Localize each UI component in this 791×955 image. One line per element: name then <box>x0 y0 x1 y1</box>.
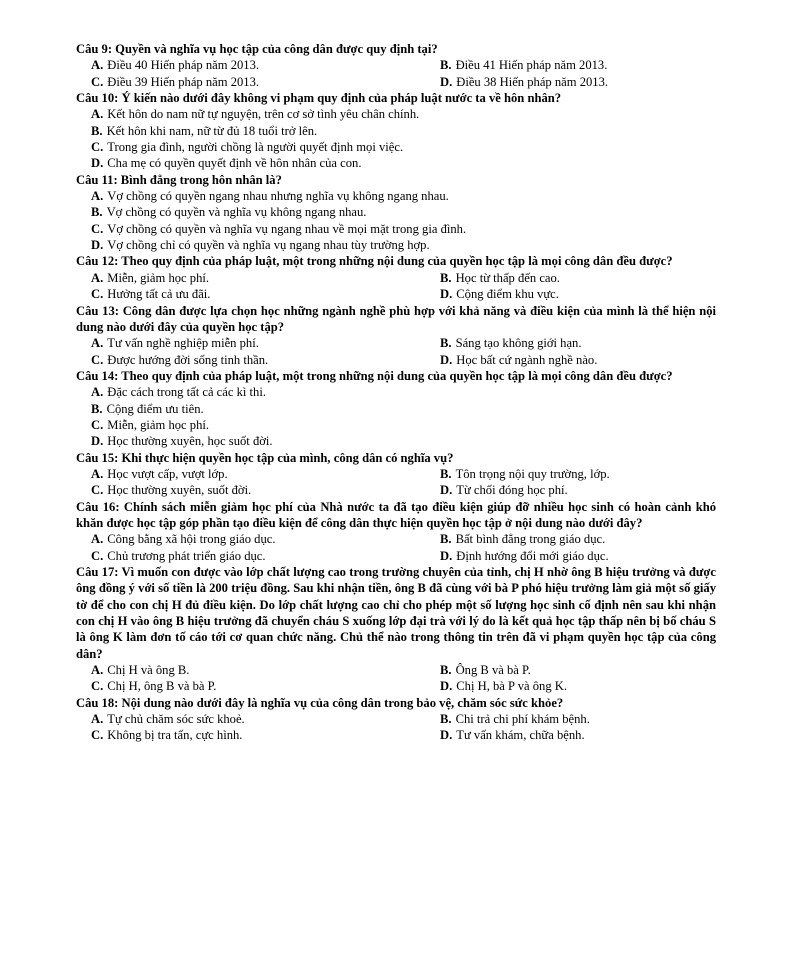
option-c: C. Điều 39 Hiến pháp năm 2013. <box>91 74 260 89</box>
option-a: A. Chị H và ông B. <box>91 663 190 678</box>
question-18 <box>76 695 716 744</box>
option-d: D. Chị H, bà P và ông K. <box>440 679 568 694</box>
option-a: A. Miễn, giảm học phí. <box>91 270 210 285</box>
option-d: D. Học bất cứ ngành nghề nào. <box>440 352 598 367</box>
question-stem: Câu 10: Ý kiến nào dưới đây không vi phạm quy định của pháp luật nước ta về hôn nhân? <box>76 91 562 106</box>
option-c: C. Không bị tra tấn, cực hình. <box>91 728 243 743</box>
option-d: D. Định hướng đổi mới giáo dục. <box>440 548 609 563</box>
option-d: D. Cộng điểm khu vực. <box>440 287 559 302</box>
option-b: B. Chi trả chi phí khám bệnh. <box>440 712 590 727</box>
question-stem: Câu 13: Công dân được lựa chọn học những ngành nghề phù hợp với khả năng và điều kiện của mình là thể hiện nội dung nào dưới đây của quyền học tập? <box>76 303 716 334</box>
question-17 <box>76 564 716 695</box>
option-c: C. Vợ chồng có quyền và nghĩa vụ ngang nhau về mọi mặt trong gia đình. <box>91 221 467 236</box>
option-b: B. Ông B và bà P. <box>440 663 531 678</box>
question-10 <box>76 90 716 172</box>
question-stem: Câu 11: Bình đẳng trong hôn nhân là? <box>76 172 282 187</box>
question-stem: Câu 18: Nội dung nào dưới đây là nghĩa vụ của công dân trong bảo vệ, chăm sóc sức khỏe? <box>76 695 564 710</box>
option-a: A. Công bằng xã hội trong giáo dục. <box>91 532 276 547</box>
option-c: C. Miễn, giảm học phí. <box>91 417 210 432</box>
question-14 <box>76 368 716 450</box>
option-b: B. Học từ thấp đến cao. <box>440 270 560 285</box>
option-a: A. Đặc cách trong tất cả các kì thi. <box>91 385 266 400</box>
option-b: B. Sáng tạo không giới hạn. <box>440 336 582 351</box>
option-a: A. Điều 40 Hiến pháp năm 2013. <box>91 58 260 73</box>
question-stem: Câu 14: Theo quy định của pháp luật, một trong những nội dung của quyền học tập là mọi công dân đều được? <box>76 368 673 383</box>
option-a: A. Kết hôn do nam nữ tự nguyện, trên cơ sở tình yêu chân chính. <box>91 107 420 122</box>
option-c: C. Chị H, ông B và bà P. <box>91 679 217 694</box>
option-b: B. Bất bình đẳng trong giáo dục. <box>440 532 606 547</box>
option-b: B. Tôn trọng nội quy trường, lớp. <box>440 466 610 481</box>
question-stem: Câu 9: Quyền và nghĩa vụ học tập của công dân được quy định tại? <box>76 42 438 56</box>
question-stem: Câu 15: Khi thực hiện quyền học tập của mình, công dân có nghĩa vụ? <box>76 450 454 465</box>
option-b: B. Vợ chồng có quyền và nghĩa vụ không ngang nhau. <box>91 205 367 220</box>
option-b: B. Kết hôn khi nam, nữ từ đủ 18 tuổi trở lên. <box>91 123 318 138</box>
question-stem: Câu 12: Theo quy định của pháp luật, một trong những nội dung của quyền học tập là mọi công dân đều được? <box>76 254 673 269</box>
question-12 <box>76 253 716 302</box>
option-a: A. Tư vấn nghề nghiệp miễn phí. <box>91 336 259 351</box>
option-b: B. Điều 41 Hiến pháp năm 2013. <box>440 58 608 73</box>
question-13 <box>76 303 716 368</box>
option-d: D. Cha mẹ có quyền quyết định về hôn nhân của con. <box>91 156 362 171</box>
option-a: A. Vợ chồng có quyền ngang nhau nhưng nghĩa vụ không ngang nhau. <box>91 189 449 204</box>
question-stem: Câu 17: Vì muốn con được vào lớp chất lượng cao trong trường chuyên của tỉnh, chị H nhờ ông B hiệu trưởng và được ông đồng ý với số tiền là 200 triệu đồng. Sau khi nhận tiền, ông B đã cùng với bà P phó hiệu trưởng làm giả một số giấy tờ để cho con chị H đủ điều kiện. Do lớp chất lượng cao chỉ cho phép một số lượng học sinh cố định nên sau khi nhận con chị H vào ông B hiệu trưởng đã chuyển cháu S xuống lớp đại trà với lý do là kết quả học tập thấp nên bị bố cháu S là ông K làm đơn tố cáo tới cơ quan chức năng. Chủ thể nào trong thông tin trên đã vi phạm quyền học tập của công dân? <box>76 565 716 661</box>
option-b: B. Cộng điểm ưu tiên. <box>91 401 204 416</box>
question-9 <box>76 41 716 90</box>
option-c: C. Trong gia đình, người chồng là người quyết định mọi việc. <box>91 140 404 155</box>
option-a: A. Học vượt cấp, vượt lớp. <box>91 466 228 481</box>
option-c: C. Chủ trương phát triển giáo dục. <box>91 548 266 563</box>
question-11 <box>76 172 716 254</box>
option-a: A. Tự chủ chăm sóc sức khoẻ. <box>91 712 245 727</box>
option-c: C. Học thường xuyên, suốt đời. <box>91 483 252 498</box>
option-c: C. Hưởng tất cả ưu đãi. <box>91 287 211 302</box>
option-d: D. Từ chối đóng học phí. <box>440 483 568 498</box>
option-d: D. Học thường xuyên, học suốt đời. <box>91 434 273 449</box>
question-15 <box>76 450 716 499</box>
question-16 <box>76 499 716 564</box>
option-d: D. Điều 38 Hiến pháp năm 2013. <box>440 74 609 89</box>
option-d: D. Vợ chồng chỉ có quyền và nghĩa vụ ngang nhau tùy trường hợp. <box>91 238 430 253</box>
exam-page <box>76 41 716 744</box>
option-d: D. Tư vấn khám, chữa bệnh. <box>440 728 585 743</box>
option-c: C. Được hướng đời sống tinh thần. <box>91 352 269 367</box>
question-stem: Câu 16: Chính sách miễn giảm học phí của Nhà nước ta đã tạo điều kiện giúp đỡ nhiều học sinh có hoàn cảnh khó khăn được học tập góp phần tạo điều kiện để công dân thực hiện quyền học tập ở nội dung nào dưới đây? <box>76 499 716 530</box>
